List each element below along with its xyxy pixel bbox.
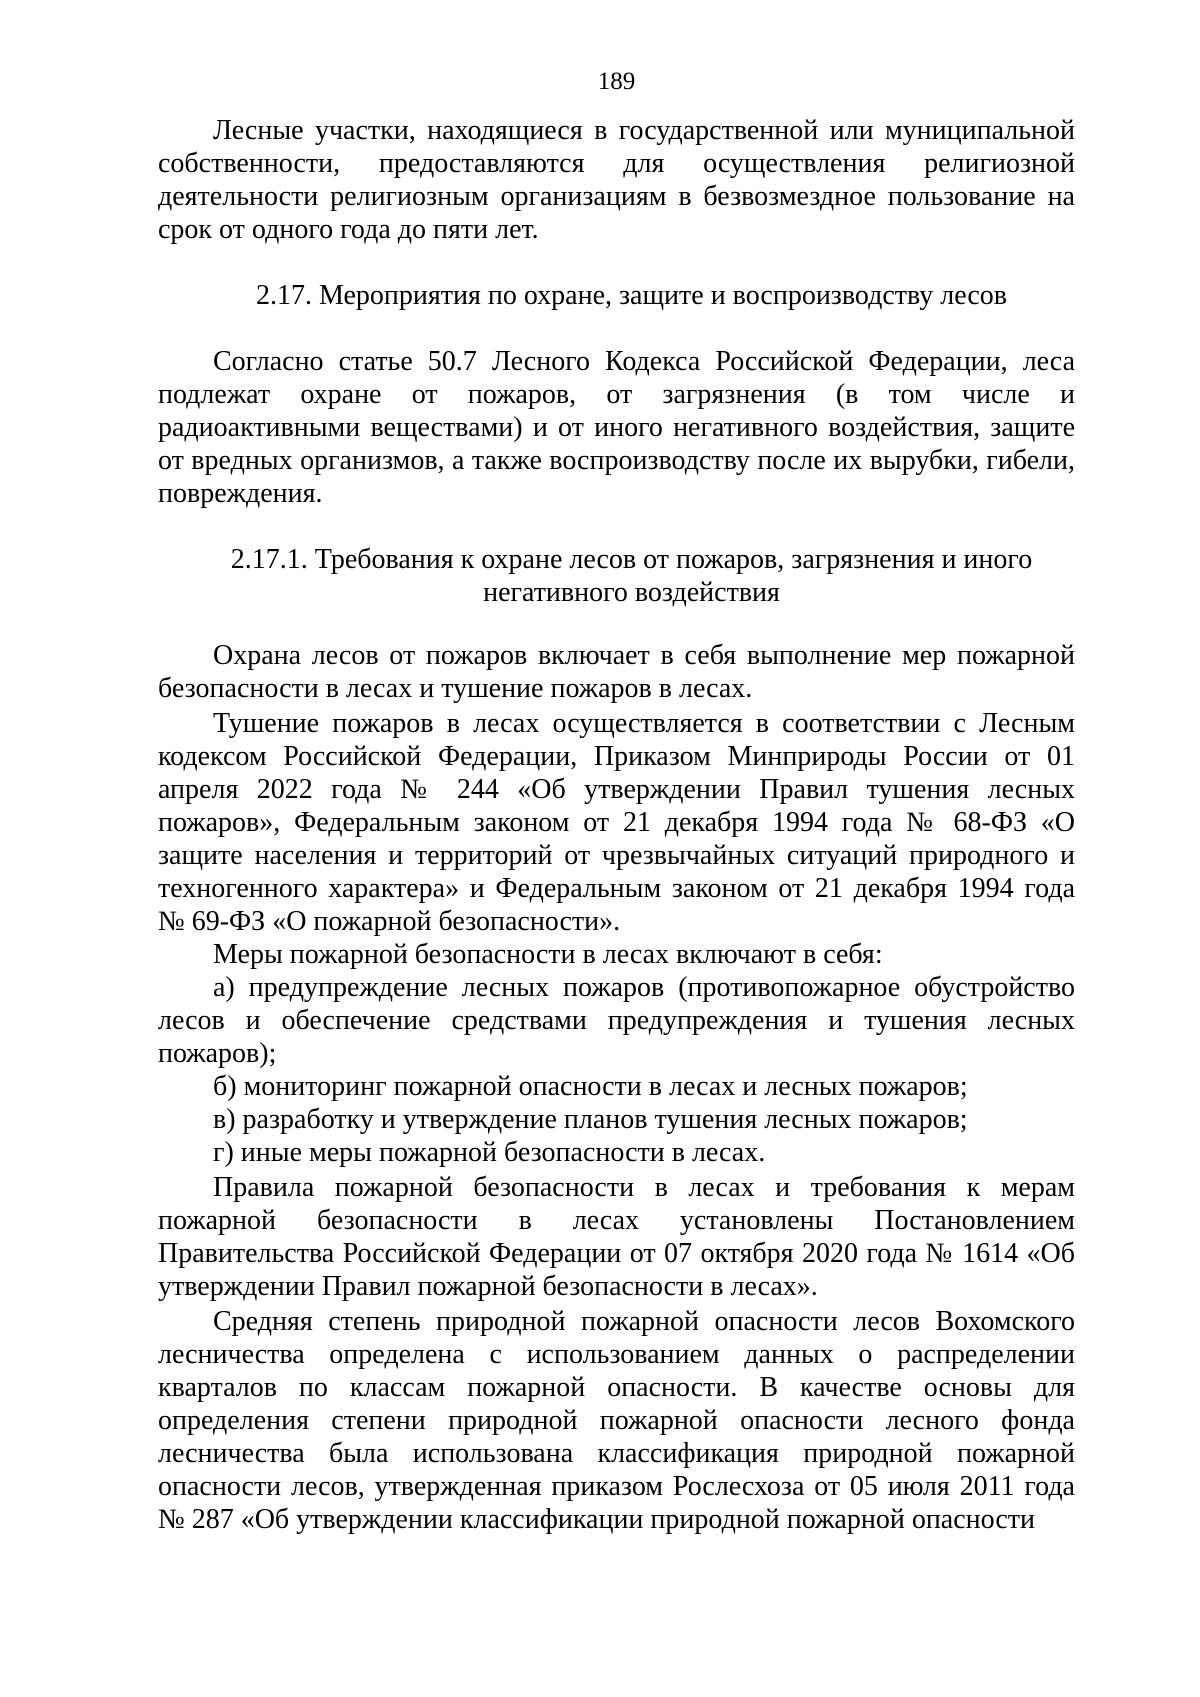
list-item-d: г) иные меры пожарной безопасности в лесах. xyxy=(213,1137,766,1168)
list-item-c: в) разработку и утверждение планов тушения лесных пожаров; xyxy=(213,1104,968,1135)
section-heading-2-17: 2.17. Мероприятия по охране, защите и воспроизводству лесов xyxy=(255,280,1008,311)
section-heading-line-1: 2.17.1. Требования к охране лесов от пожаров, загрязнения и иного xyxy=(230,544,1033,575)
section-heading-line-2: негативного воздействия xyxy=(483,577,780,608)
paragraph-fire-protection: Охрана лесов от пожаров включает в себя выполнение мер пожарной безопасности в лесах и тушение пожаров в лесах. xyxy=(158,640,1075,704)
section-heading-2-17-1 xyxy=(158,543,1075,609)
page-number: 189 xyxy=(597,68,636,95)
paragraph-religious-land-use: Лесные участки, находящиеся в государственной или муниципальной собственности, предоставляются для осуществления религиозной деятельности религиозным организациям в безвозмездное пользование на срок от одного года до пяти лет. xyxy=(158,115,1075,245)
paragraph-fire-safety-rules: Правила пожарной безопасности в лесах и требования к мерам пожарной безопасности в лесах установлены Постановлением Правительства Российской Федерации от 07 октября 2020 года № 1614 «Об утверждении Правил пожарной безопасности в лесах». xyxy=(158,1172,1075,1302)
paragraph-fire-safety-measures-intro: Меры пожарной безопасности в лесах включают в себя: xyxy=(213,939,883,970)
paragraph-forest-code-article: Согласно статье 50.7 Лесного Кодекса Российской Федерации, леса подлежат охране от пожаров, от загрязнения (в том числе и радиоактивными веществами) и от иного негативного воздействия, защите от вредных организмов, а также воспроизводству после их вырубки, гибели, повреждения. xyxy=(158,346,1075,509)
paragraph-fire-danger-classification: Средняя степень природной пожарной опасности лесов Вохомского лесничества определена с использованием данных о распределении кварталов по классам пожарной опасности. В качестве основы для определения степени природной пожарной опасности лесного фонда лесничества была использована классификация природной пожарной опасности лесов, утвержденная приказом Рослесхоза от 05 июля 2011 года № 287 «Об утверждении классификации природной пожарной опасности xyxy=(158,1306,1075,1535)
list-item-a: а) предупреждение лесных пожаров (противопожарное обустройство лесов и обеспечение средствами предупреждения и тушения лесных пожаров); xyxy=(158,972,1075,1069)
paragraph-firefighting-legal-basis: Тушение пожаров в лесах осуществляется в соответствии с Лесным кодексом Российской Федерации, Приказом Минприроды России от 01 апреля 2022 года № 244 «Об утверждении Правил тушения лесных пожаров», Федеральным законом от 21 декабря 1994 года № 68-ФЗ «О защите населения и территорий от чрезвычайных ситуаций природного и техногенного характера» и Федеральным законом от 21 декабря 1994 года № 69-ФЗ «О пожарной безопасности». xyxy=(158,708,1075,937)
list-item-b: б) мониторинг пожарной опасности в лесах и лесных пожаров; xyxy=(213,1071,968,1102)
